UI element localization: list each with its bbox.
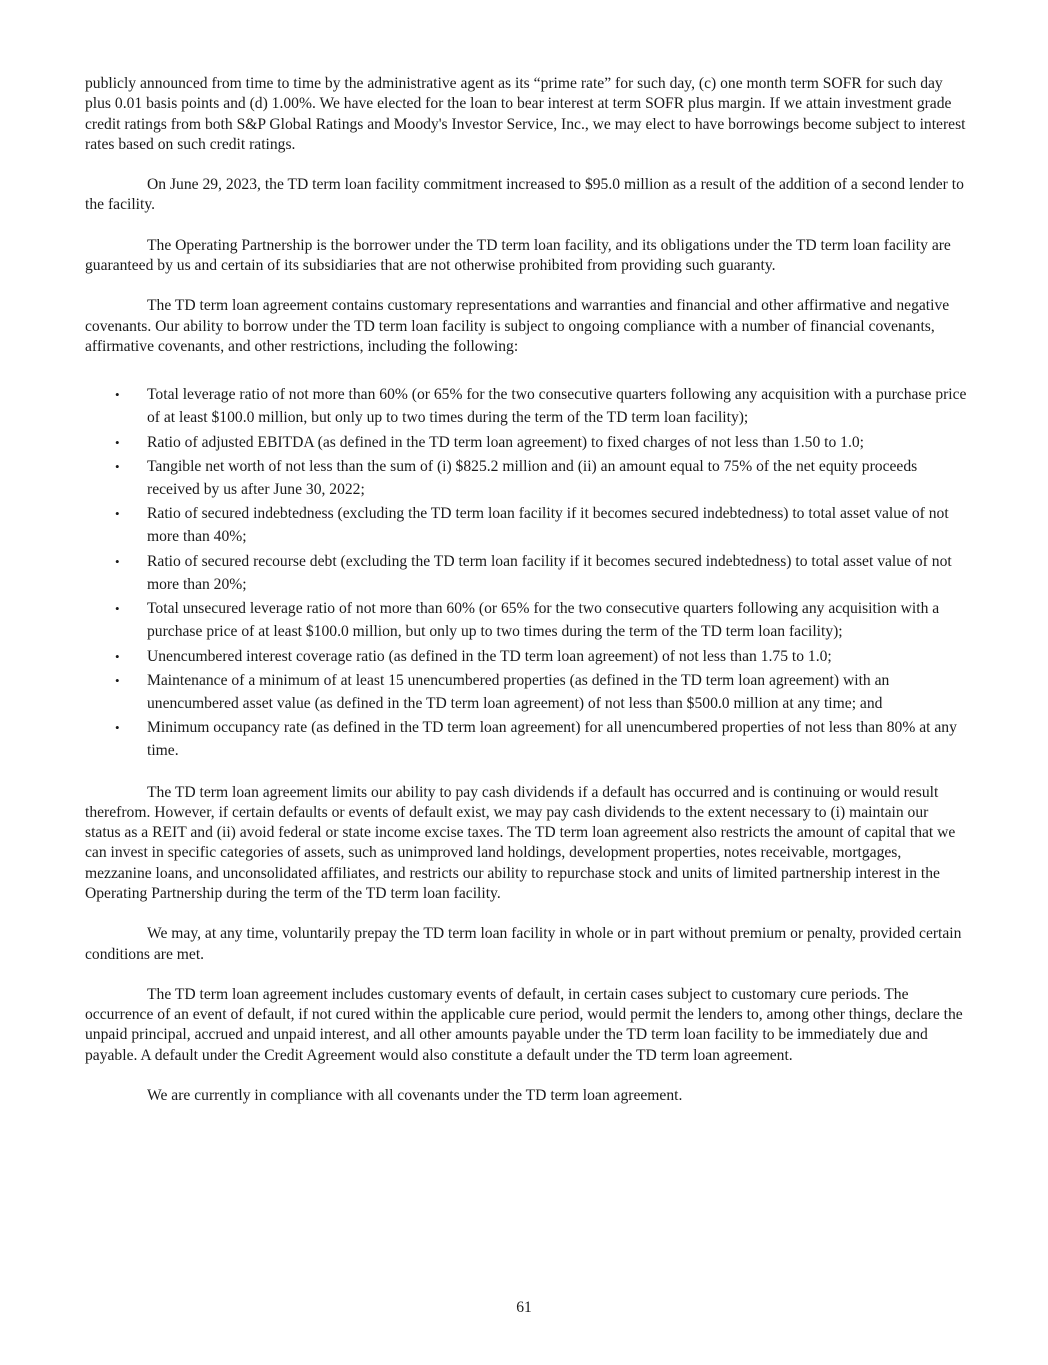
paragraph-borrower: The Operating Partnership is the borrower under the TD term loan facility, and its obligations under the TD term loan facility are guaranteed by us and certain of its subsidiaries that are not otherwise prohibited from providing such guaranty. [85,236,951,275]
paragraph-events-of-default: The TD term loan agreement includes customary events of default, in certain cases subject to customary cure periods. The occurrence of an event of default, if not cured within the applicable cure period, would permit the lenders to, among other things, declare the unpaid principal, accrued and unpaid interest, and all other amounts payable under the TD term loan facility to be immediately due and payable. A default under the Credit Agreement would also constitute a default under the TD term loan agreement. [85,985,963,1064]
list-item: • Tangible net worth of not less than the sum of (i) $825.2 million and (ii) an amount equal to 75% of the net equity proceeds received by us after June 30, 2022; [85,455,967,501]
list-item: • Ratio of secured indebtedness (excluding the TD term loan facility if it becomes secured indebtedness) to total asset value of not more than 40%; [85,502,967,548]
list-item: • Unencumbered interest coverage ratio (as defined in the TD term loan agreement) of not less than 1.75 to 1.0; [85,645,967,668]
list-item: • Minimum occupancy rate (as defined in the TD term loan agreement) for all unencumbered properties of not less than 80% at any time. [85,716,967,762]
paragraph-dividend-limits: The TD term loan agreement limits our ability to pay cash dividends if a default has occurred and is continuing or would result therefrom. However, if certain defaults or events of default exist, we may pay cash dividends to the extent necessary to (i) maintain our status as a REIT and (ii) avoid federal or state income excise taxes. The TD term loan agreement also restricts the amount of capital that we can invest in specific categories of assets, such as unimproved land holdings, development properties, notes receivable, mortgages, mezzanine loans, and unconsolidated affiliates, and restricts our ability to repurchase stock and units of limited partnership interest in the Operating Partnership during the term of the TD term loan facility. [85,783,956,902]
document-page [85,74,967,1126]
list-item: • Maintenance of a minimum of at least 15 unencumbered properties (as defined in the TD term loan agreement) with an unencumbered asset value (as defined in the TD term loan agreement) of not less than $500.0 million at any time; and [85,669,967,715]
page-number: 61 [516,1299,532,1316]
bullet-icon: • [115,506,120,522]
bullet-icon: • [115,648,120,664]
bullet-icon: • [115,458,120,474]
bullet-icon: • [115,553,120,569]
paragraph-commitment-increase: On June 29, 2023, the TD term loan facility commitment increased to $95.0 million as a result of the addition of a second lender to the facility. [85,176,964,214]
list-item: • Total leverage ratio of not more than 60% (or 65% for the two consecutive quarters following any acquisition with a purchase price of at least $100.0 million, but only up to two times during the term of the TD term loan facility); [85,383,967,429]
paragraph-compliance: We are currently in compliance with all covenants under the TD term loan agreement. [147,1087,683,1105]
bullet-icon: • [115,434,120,450]
bullet-icon: • [115,672,120,688]
list-item: • Ratio of secured recourse debt (excluding the TD term loan facility if it becomes secured indebtedness) to total asset value of not more than 20%; [85,550,967,596]
bullet-icon: • [115,387,120,403]
bullet-icon: • [115,601,120,617]
paragraph-prepayment: We may, at any time, voluntarily prepay the TD term loan facility in whole or in part without premium or penalty, provided certain conditions are met. [85,925,962,963]
paragraph-covenants-intro: The TD term loan agreement contains customary representations and warranties and financial and other affirmative and negative covenants. Our ability to borrow under the TD term loan facility is subject to ongoing compliance with a number of financial covenants, affirmative covenants, and other restrictions, including the following: [85,297,950,355]
bullet-icon: • [115,720,120,736]
list-item: • Ratio of adjusted EBITDA (as defined in the TD term loan agreement) to fixed charges of not less than 1.50 to 1.0; [85,431,967,454]
paragraph-prime-rate: publicly announced from time to time by the administrative agent as its “prime rate” for such day, (c) one month term SOFR for such day plus 0.01 basis points and (d) 1.00%. We have elected for the loan to bear interest at term SOFR plus margin. If we attain investment grade credit ratings from both S&P Global Ratings and Moody's Investor Service, Inc., we may elect to have borrowings become subject to interest rates based on such credit ratings. [85,75,966,153]
list-item: • Total unsecured leverage ratio of not more than 60% (or 65% for the two consecutive quarters following any acquisition with a purchase price of at least $100.0 million, but only up to two times during the term of the TD term loan facility); [85,597,967,643]
covenant-list [85,383,967,762]
